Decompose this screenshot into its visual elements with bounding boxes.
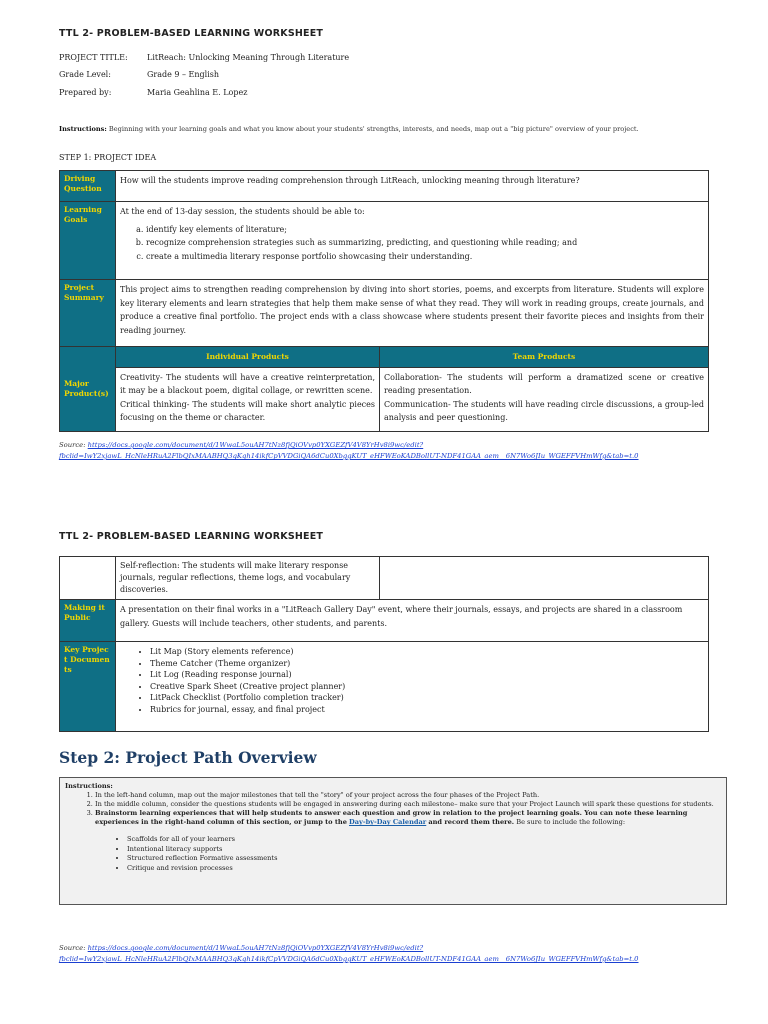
self-reflection-text: Self-reflection: The students will make literary response journals, regular reflections, theme logs, and vocabulary discoveries. [116,557,380,600]
step2-instructions-list [65,791,721,827]
project-summary-text: This project aims to strengthen reading comprehension by diving into short stories, poems, and excerpts from literature. Students will explore key literary elements and learn strategies that help them make sense of what they read. They will work in reading groups, create journals, and produce a creative final portfolio. The project ends with a class showcase where students present their favorite pieces and insights from their reading journey. [116,280,709,347]
step2-instructions-box [59,777,727,905]
page1-header: TTL 2- PROBLEM-BASED LEARNING WORKSHEET [59,28,324,39]
meta-value-title: LitReach: Unlocking Meaning Through Literature [147,53,350,62]
instructions [59,125,719,133]
team-products-header: Team Products [380,347,709,368]
step2-item3-bold-end: and record them there. [428,818,515,826]
meta-label-grade: Grade Level: [59,70,111,79]
step2-item3-bold: Brainstorm learning experiences that will help students to answer each question and grow in relation to the project learning goals. You can note these learning experiences in the right-hand column of this section, or jump to the [95,809,688,826]
making-public-text: A presentation on their final works in a "LitReach Gallery Day" event, where their journals, essays, and projects are shared in a classroom gallery. Guests will include teachers, other students, and parents. [116,600,709,642]
source-link-line2[interactable]: fbclid=IwY2xjawL_HcNleHRuA2FlbQIxMAABHQ3qKqh14ikfCpVVDGiQA6dCu0XbggKUT_eHFWEoKADBollUT-NDF41GAA_aem__6N7Wo6JIu_WGEFFVHmWfg&tab=t.0 [59,955,639,963]
making-public-label: Making it Public [60,600,116,642]
driving-question-text: How will the students improve reading comprehension through LitReach, unlocking meaning through literature? [116,171,709,202]
key-document-item: • Lit Log (Reading response journal) [150,669,704,681]
individual-product-creativity: Creativity- The students will have a creative reinterpretation, it may be a blackout poem, digital collage, or rewritten scene. [120,372,375,395]
key-document-item: • Creative Spark Sheet (Creative project planner) [150,681,704,693]
source-citation-1 [59,440,749,462]
step2-item3-rest: Be sure to include the following: [516,818,626,826]
team-product-communication: Communication- The students will have reading circle discussions, a group-led analysis and peer questioning. [384,399,704,422]
step2-bullet-item: • Scaffolds for all of your learners [127,835,721,845]
team-product-collaboration: Collaboration- The students will perform a dramatized scene or creative reading presentation. [384,372,704,395]
step2-instructions-label: Instructions: [65,782,113,790]
step2-bullet-item: • Structured reflection Formative assessments [127,854,721,864]
learning-goal-item: b. recognize comprehension strategies such as summarizing, predicting, and questioning while reading; and [146,236,704,250]
learning-goal-item: a. identify key elements of literature; [146,223,704,237]
step2-instruction-item-3 [95,809,721,827]
source-link-line2[interactable]: fbclid=IwY2xjawL_HcNleHRuA2FlbQIxMAABHQ3qKqh14ikfCpVVDGiQA6dCu0XbggKUT_eHFWEoKADBollUT-NDF41GAA_aem__6N7Wo6JIu_WGEFFVHmWfg&tab=t.0 [59,452,639,460]
meta-value-prepared: Maria Geahlina E. Lopez [147,88,248,97]
learning-goals-intro: At the end of 13-day session, the students should be able to: [120,207,365,216]
day-by-day-calendar-link[interactable]: Day-by-Day Calendar [349,818,427,826]
learning-goals-cell [116,202,709,280]
source-link-line1[interactable]: https://docs.google.com/document/d/1WwaL5ouAH7tNz8fjQiOVvp0YXGEZfV4V8YrHv8i9wc/edit? [87,944,424,952]
learning-goals-label: Learning Goals [60,202,116,280]
key-documents-label: Key Project Documents [60,642,116,732]
project-idea-table [59,170,709,432]
key-documents-cell [116,642,709,732]
instructions-label: Instructions: [59,125,107,133]
source-citation-2 [59,943,749,965]
key-document-item: • LitPack Checklist (Portfolio completion tracker) [150,692,704,704]
key-document-item: • Theme Catcher (Theme organizer) [150,658,704,670]
project-idea-table-continued [59,556,709,732]
major-products-label: Major Product(s) [60,347,116,432]
source-label: Source: [59,944,86,952]
step2-bullets [65,835,721,873]
empty-team-cell [380,557,709,600]
step2-bullet-item: • Critique and revision processes [127,864,721,874]
step2-instruction-item: 2. In the middle column, consider the questions students will be engaged in answering during each milestone– make sure that your Project Launch will spark these questions for students. [95,800,721,809]
individual-products-cell [116,367,380,431]
driving-question-label: Driving Question [60,171,116,202]
meta-value-grade: Grade 9 – English [147,70,220,79]
key-document-item: • Lit Map (Story elements reference) [150,646,704,658]
page2-header: TTL 2- PROBLEM-BASED LEARNING WORKSHEET [59,531,324,542]
instructions-text: Beginning with your learning goals and what you know about your students' strengths, interests, and needs, map out a "big picture" overview of your project. [108,125,639,133]
step2-bullet-item: • Intentional literacy supports [127,845,721,855]
team-products-cell [380,367,709,431]
individual-product-critical: Critical thinking- The students will make short analytic pieces focusing on the theme or character. [120,399,375,422]
source-label: Source: [59,441,86,449]
empty-label-cell [60,557,116,600]
project-meta [59,53,559,103]
source-link-line1[interactable]: https://docs.google.com/document/d/1WwaL5ouAH7tNz8fjQiOVvp0YXGEZfV4V8YrHv8i9wc/edit? [87,441,424,449]
project-summary-label: Project Summary [60,280,116,347]
key-documents-list [120,646,704,716]
step2-instruction-item: 1. In the left-hand column, map out the major milestones that tell the "story" of your project across the four phases of the Project Path. [95,791,721,800]
learning-goal-item: c. create a multimedia literary response portfolio showcasing their understanding. [146,250,704,264]
meta-label-title: PROJECT TITLE: [59,53,128,62]
step1-title: STEP 1: PROJECT IDEA [59,153,157,162]
key-document-item: • Rubrics for journal, essay, and final project [150,704,704,716]
meta-label-prepared: Prepared by: [59,88,112,97]
step2-title: Step 2: Project Path Overview [59,748,317,767]
learning-goals-list [120,223,704,264]
individual-products-header: Individual Products [116,347,380,368]
